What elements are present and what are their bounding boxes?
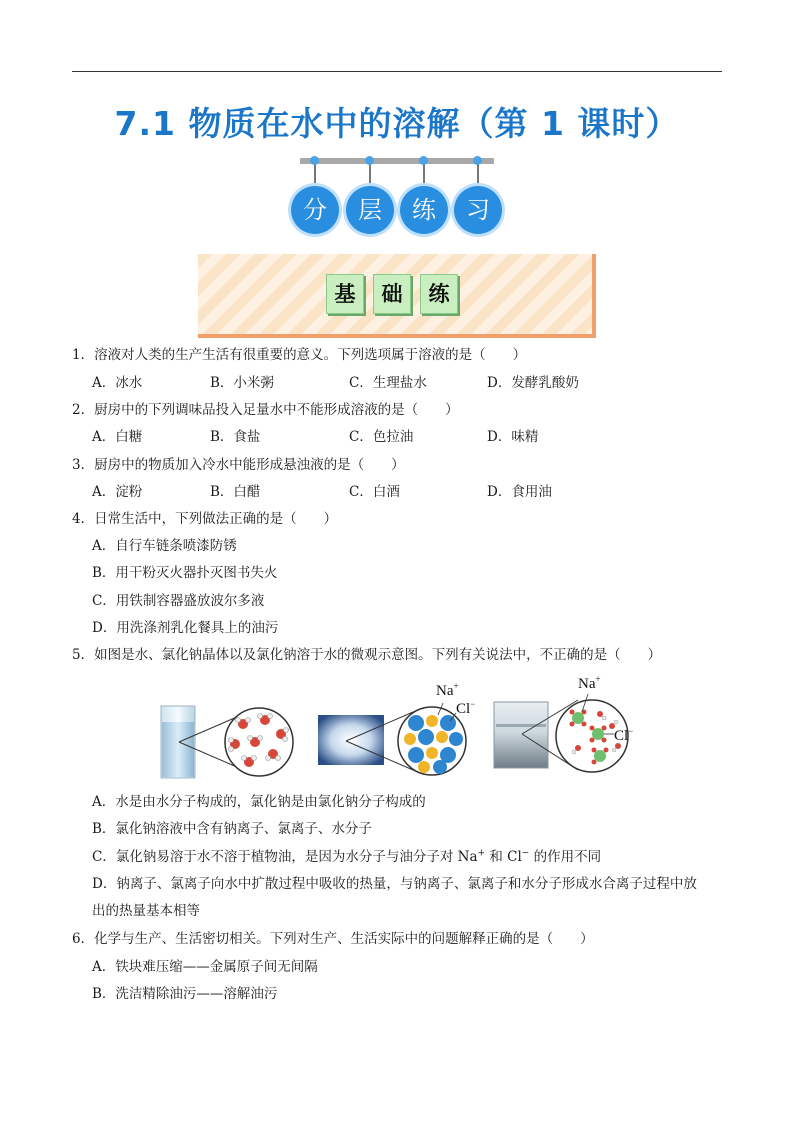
question-5-option-a[interactable]: A．水是由水分子构成的，氯化钠是由氯化钠分子构成的: [92, 794, 426, 810]
question-3-option-b[interactable]: B．白醋: [210, 484, 261, 500]
header-rule: [72, 71, 722, 72]
question-5-option-d-continued: 出的热量基本相等: [92, 903, 200, 919]
question-2-option-c[interactable]: C．色拉油: [349, 429, 414, 445]
chloride-symbol: Cl: [507, 849, 522, 865]
header-circle-label: 习: [454, 186, 502, 234]
banner-tile: 基: [326, 274, 364, 314]
question-4-stem: 4．日常生活中，下列做法正确的是（ ）: [72, 511, 338, 527]
salt-solution-figure: [488, 672, 648, 782]
banner-tile: 础: [373, 274, 411, 314]
question-1-option-b[interactable]: B．小米粥: [210, 375, 274, 391]
question-1-option-c[interactable]: C．生理盐水: [349, 375, 427, 391]
chloride-ion-label: Cl: [614, 728, 629, 744]
header-circle-label: 层: [346, 186, 394, 234]
option-text: 和: [485, 849, 508, 865]
question-2-option-a[interactable]: A．白糖: [92, 429, 143, 445]
sodium-ion-label: Na: [436, 683, 454, 699]
hanger-bar: [300, 158, 494, 164]
option-text: C．氯化钠易溶于水不溶于植物油，是因为水分子与油分子对: [92, 849, 458, 865]
question-5-option-d[interactable]: D．钠离子、氯离子向水中扩散过程中吸收的热量，与钠离子、氯离子和水分子形成水合离子过程中放: [92, 876, 697, 892]
question-6-option-b[interactable]: B．洗洁精除油污——溶解油污: [92, 986, 278, 1002]
svg-text:Na+: [436, 681, 459, 699]
sodium-symbol: Na: [457, 849, 478, 865]
salt-photo-icon: [318, 715, 384, 765]
chloride-charge-label: −: [628, 726, 634, 736]
sodium-charge-label: +: [595, 674, 601, 684]
question-3-option-c[interactable]: C．白酒: [349, 484, 400, 500]
chloride-charge-label: −: [470, 699, 476, 709]
header-circle-label: 分: [291, 186, 339, 234]
question-5-stem: 5．如图是水、氯化钠晶体以及氯化钠溶于水的微观示意图。下列有关说法中，不正确的是（ ）: [72, 647, 662, 663]
svg-text:Cl−: [614, 726, 633, 744]
question-4-option-d[interactable]: D．用洗涤剂乳化餐具上的油污: [92, 620, 279, 636]
page-title: 7.1 物质在水中的溶解（第 1 课时）: [114, 104, 680, 143]
question-2-option-d[interactable]: D．味精: [487, 429, 539, 445]
question-4-option-a[interactable]: A．自行车链条喷漆防锈: [92, 538, 237, 554]
chloride-charge: −: [521, 848, 530, 859]
water-figure: [155, 690, 305, 786]
question-3-stem: 3．厨房中的物质加入冷水中能形成悬浊液的是（ ）: [72, 457, 405, 473]
salt-crystal-figure: [316, 675, 476, 785]
question-1-option-d[interactable]: D．发酵乳酸奶: [487, 375, 579, 391]
question-5-option-b[interactable]: B．氯化钠溶液中含有钠离子、氯离子、水分子: [92, 821, 372, 837]
header-circle-label: 练: [400, 186, 448, 234]
question-4-option-c[interactable]: C．用铁制容器盛放波尔多液: [92, 593, 265, 609]
question-6-stem: 6．化学与生产、生活密切相关。下列对生产、生活实际中的问题解释正确的是（ ）: [72, 931, 594, 947]
chloride-ion-label: Cl: [456, 701, 471, 717]
svg-text:Cl−: [456, 699, 475, 717]
question-2-stem: 2．厨房中的下列调味品投入足量水中不能形成溶液的是（ ）: [72, 402, 459, 418]
sodium-charge: +: [477, 848, 486, 859]
option-text: 的作用不同: [529, 849, 602, 865]
sodium-ion-label: Na: [578, 676, 596, 692]
banner-tile: 练: [420, 274, 458, 314]
svg-text:Na+: [578, 674, 601, 692]
question-6-option-a[interactable]: A．铁块难压缩——金属原子间无间隔: [92, 959, 318, 975]
question-1-option-a[interactable]: A．冰水: [92, 375, 143, 391]
question-3-option-a[interactable]: A．淀粉: [92, 484, 143, 500]
question-4-option-b[interactable]: B．用干粉灭火器扑灭图书失火: [92, 565, 278, 581]
sodium-charge-label: +: [453, 681, 459, 691]
question-2-option-b[interactable]: B．食盐: [210, 429, 261, 445]
beaker-icon: [494, 702, 548, 768]
question-1-stem: 1．溶液对人类的生产生活有很重要的意义。下列选项属于溶液的是（ ）: [72, 347, 527, 363]
question-5-option-c[interactable]: [92, 848, 601, 866]
question-3-option-d[interactable]: D．食用油: [487, 484, 552, 500]
